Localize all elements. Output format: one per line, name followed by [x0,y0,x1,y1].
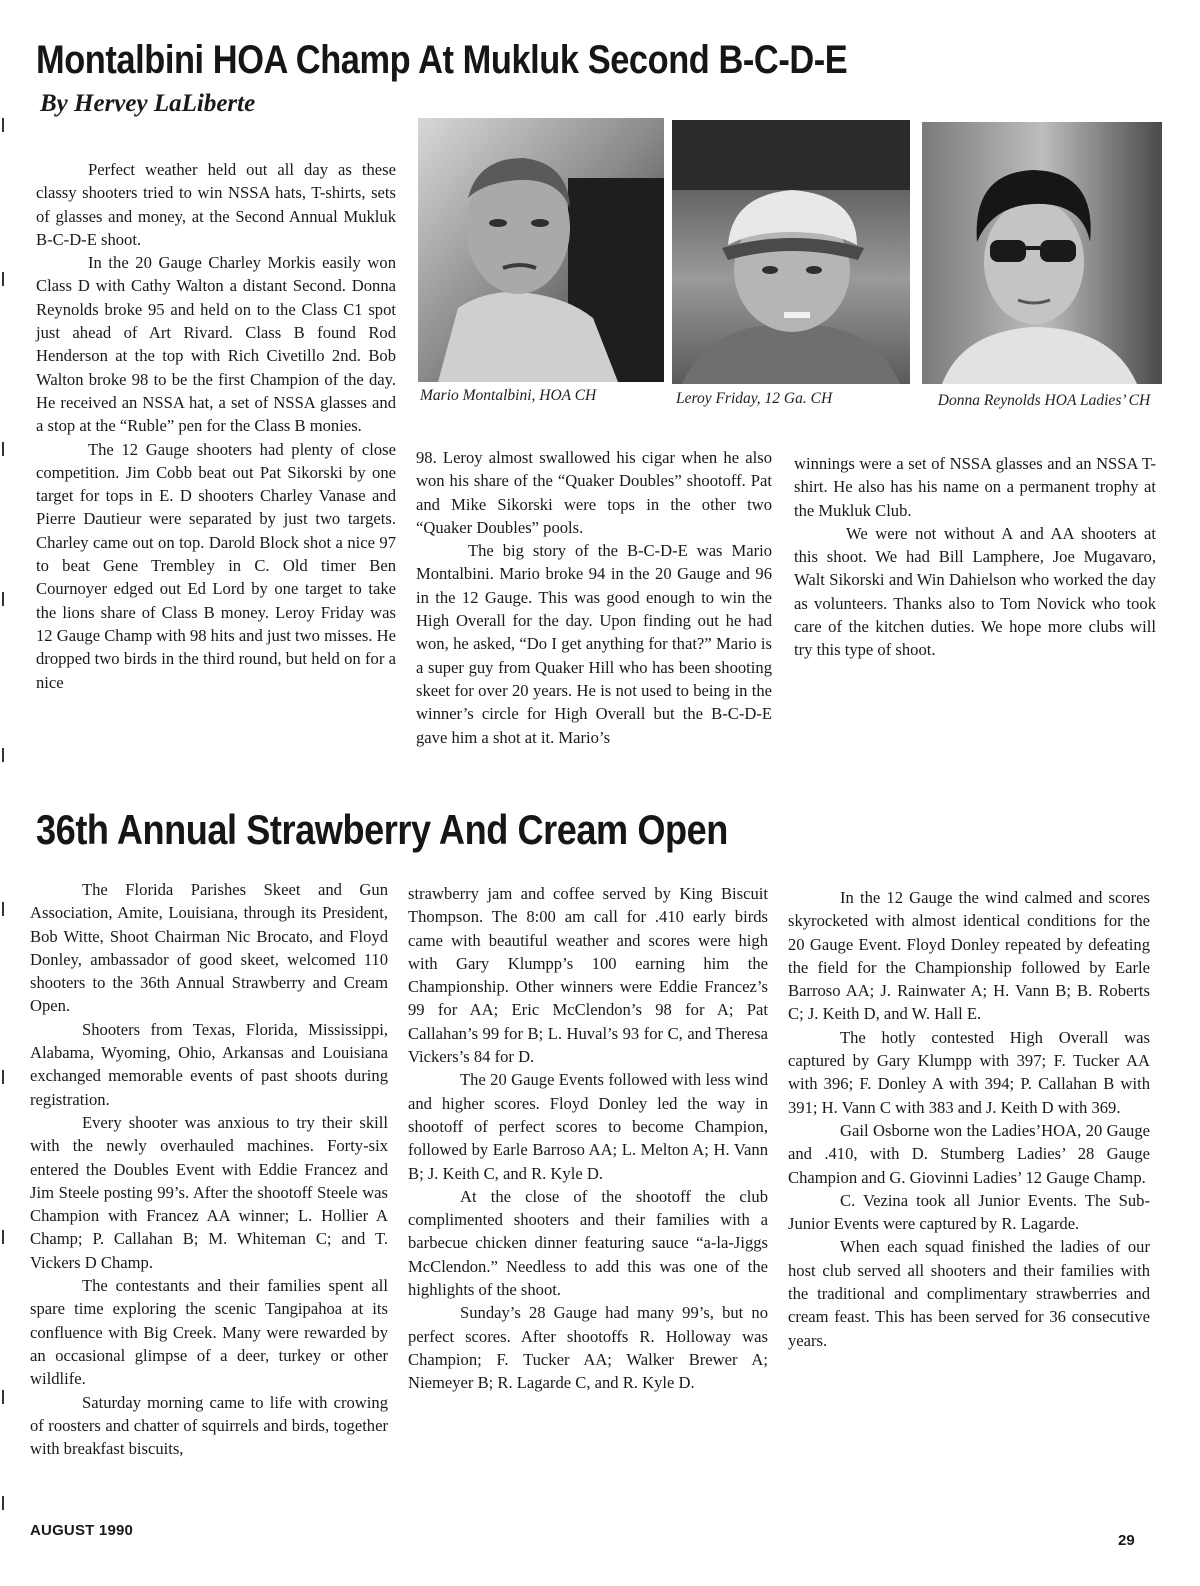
article-2-column-1 [30,878,388,1460]
portrait-image [672,120,910,384]
article-2-column-3 [788,886,1150,1352]
portrait-image [922,122,1162,384]
paragraph: 98. Leroy almost swallowed his cigar when he also won his share of the “Quaker Doubles” shootoff. Pat and Mike Sikorski were tops in the other two “Quaker Doubles” pools. [416,448,772,537]
scan-mark [2,748,4,762]
scan-mark [2,1390,4,1404]
paragraph: Sunday’s 28 Gauge had many 99’s, but no perfect scores. After shootoffs R. Holloway was Champion; F. Tucker AA; Walker Brewer A; Niemeyer B; R. Lagarde C, and R. Kyle D. [408,1303,768,1393]
scan-mark [2,442,4,456]
article-1-byline: By Hervey LaLiberte [40,90,256,117]
scan-mark [2,272,4,286]
photo-mario-montalbini [418,118,664,382]
paragraph: The Florida Parishes Skeet and Gun Association, Amite, Louisiana, through its President, Bob Witte, Shoot Chairman Nic Brocato, and Floyd Donley, ambassador of good skeet, welcomed 110 shooters to the 36th Annual Strawberry and Cream Open. [30,880,388,1016]
scan-mark [2,118,4,132]
scan-mark [2,1496,4,1510]
photo-caption: Leroy Friday, 12 Ga. CH [676,390,833,407]
paragraph: Gail Osborne won the Ladies’HOA, 20 Gauge and .410, with D. Stumberg Ladies’ 28 Gauge Champion and G. Giovinni Ladies’ 12 Gauge Champ. [788,1120,1150,1187]
article-1-column-3 [794,452,1156,662]
paragraph: We were not without A and AA shooters at this shoot. We had Bill Lamphere, Joe Mugavaro, Walt Sikorski and Win Dahielson who worked the day as volunteers. Thanks also to Tom Novick who took care of the kitchen duties. We hope more clubs will try this type of shoot. [794,523,1156,660]
scan-mark [2,902,4,916]
photo-caption: Mario Montalbini, HOA CH [420,387,597,404]
paragraph: When each squad finished the ladies of our host club served all shooters and their families with the traditional and complimentary strawberries and cream feast. This has been served for 36 consecutive years. [788,1237,1150,1350]
paragraph: Saturday morning came to life with crowing of roosters and chatter of squirrels and birds, together with breakfast biscuits, [30,1392,388,1459]
paragraph: Perfect weather held out all day as these classy shooters tried to win NSSA hats, T-shirts, sets of glasses and money, at the Second Annual Mukluk B-C-D-E shoot. [36,160,396,249]
article-1-column-1 [36,158,396,694]
page-number: 29 [1118,1532,1135,1549]
photo-leroy-friday [672,120,910,384]
paragraph: winnings were a set of NSSA glasses and an NSSA T-shirt. He also has his name on a permanent trophy at the Mukluk Club. [794,454,1156,520]
paragraph: Every shooter was anxious to try their skill with the newly overhauled machines. Forty-six entered the Doubles Event with Eddie Francez and Jim Steele posting 99’s. After the shootoff Steele was Champion with Francez AA winner; L. Hollier A Champ; P. Callahan B; M. Whiteman C; and T. Vickers D Champ. [30,1112,388,1272]
paragraph: The 20 Gauge Events followed with less wind and higher scores. Floyd Donley led the way in shootoff of perfect scores to become Champion, followed by Earle Barroso AA; L. Melton A; H. Vann B; J. Keith C, and R. Kyle D. [408,1070,768,1183]
article-2-headline: 36th Annual Strawberry And Cream Open [36,806,728,853]
scan-mark [2,1070,4,1084]
paragraph: strawberry jam and coffee served by King Biscuit Thompson. The 8:00 am call for .410 early birds came with beautiful weather and scores were high with Gary Klumpp’s 100 earning him the Championship. Other winners were Eddie Francez’s 99 for AA; Eric McClendon’s 98 for A; Pat Callahan’s 99 for B; L. Huval’s 93 for C, and Theresa Vickers’s 84 for D. [408,884,768,1067]
scan-mark [2,592,4,606]
paragraph: The hotly contested High Overall was captured by Gary Klumpp with 397; F. Tucker AA with 396; F. Donley A with 394; P. Callahan B with 391; H. Vann C with 383 and J. Keith D with 369. [788,1027,1150,1117]
article-2-column-2 [408,882,768,1395]
article-1-column-2 [416,446,772,749]
article-1-headline: Montalbini HOA Champ At Mukluk Second B-C-D-E [36,38,848,82]
paragraph: At the close of the shootoff the club complimented shooters and their families with a barbecue chicken dinner featuring sauce “a-la-Jiggs McClendon.” Needless to add this was one of the highlights of the shoot. [408,1186,768,1300]
photo-donna-reynolds [922,122,1162,384]
issue-date: AUGUST 1990 [30,1522,134,1539]
paragraph: Shooters from Texas, Florida, Mississippi, Alabama, Wyoming, Ohio, Arkansas and Louisiana exchanged memorable events of past shoots during registration. [30,1019,388,1109]
paragraph: C. Vezina took all Junior Events. The Sub-Junior Events were captured by R. Lagarde. [788,1190,1150,1234]
paragraph: The big story of the B-C-D-E was Mario Montalbini. Mario broke 94 in the 20 Gauge and 96 in the 12 Gauge. This was good enough to win the High Overall for the day. Upon finding out he had won, he asked, “Do I get anything for that?” Mario is a super guy from Quaker Hill who has been shooting skeet for over 20 years. He is not used to being in the winner’s circle for High Overall but the B-C-D-E gave him a shot at it. Mario’s [416,541,772,747]
paragraph: The 12 Gauge shooters had plenty of close competition. Jim Cobb beat out Pat Sikorski by one target for tops in E. D shooters Charley Vanase and Pierre Dautieur were separated by just two targets. Charley came out on top. Darold Block shot a nice 97 to beat Gene Trembley in C. Old timer Ben Cournoyer edged out Ed Lord by one target to take the lions share of Class B money. Leroy Friday was 12 Gauge Champ with 98 hits and just two misses. He dropped two birds in the third round, but held on for a nice [36,439,396,692]
portrait-image [418,118,664,382]
paragraph: In the 12 Gauge the wind calmed and scores skyrocketed with almost identical conditions for the 20 Gauge Event. Floyd Donley repeated by defeating the field for the Championship followed by Earle Barroso AA; J. Rainwater A; H. Vann B; B. Roberts C; J. Keith D, and W. Hall E. [788,888,1150,1024]
paragraph: The contestants and their families spent all spare time exploring the scenic Tangipahoa at its confluence with Big Creek. Many were rewarded by an occasional glimpse of a deer, turkey or other wildlife. [30,1276,388,1389]
scan-mark [2,1230,4,1244]
photo-caption: Donna Reynolds HOA Ladies’ CH [937,392,1151,409]
paragraph: In the 20 Gauge Charley Morkis easily won Class D with Cathy Walton a distant Second. Donna Reynolds broke 95 and held on to the Class C1 spot just ahead of Art Rivard. Class B found Rod Henderson at the top with Rich Civetillo 2nd. Bob Walton broke 98 to be the first Champion of the day. He received an NSSA hat, a set of NSSA glasses and a stop at the “Ruble” pen for the Class B monies. [36,253,396,436]
